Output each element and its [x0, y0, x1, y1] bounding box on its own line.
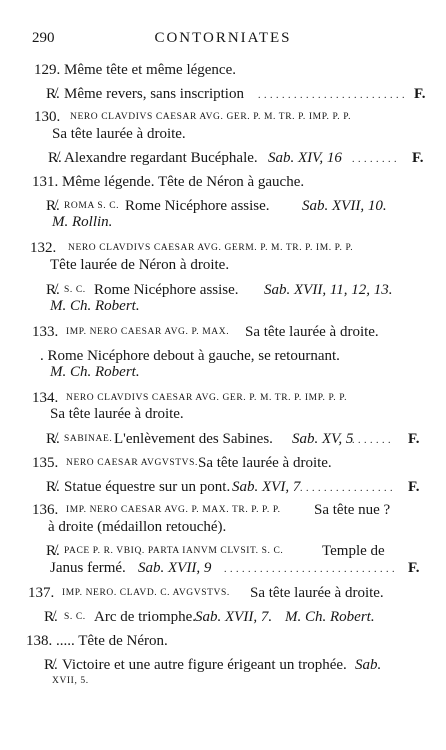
entry-132-description: Tête laurée de Néron à droite.	[50, 257, 230, 273]
entry-136-reverse: R̸. PACE P. R. VBIQ. PARTA IANVM CLVSIT. S. C. Temple de	[46, 543, 385, 559]
entry-135-legend: 135. NERO CAESAR AVGVSTVS. Sa tête laurée à droite.	[32, 455, 332, 471]
reverse-mark: R̸.	[46, 282, 60, 298]
reverse-mark: R̸.	[48, 150, 62, 166]
entry-130-legend: 130. NERO CLAVDIVS CAESAR AVG. GER. P. M. TR. P. IMP. P. P.	[34, 109, 352, 125]
reverse-mark: R̸.	[46, 479, 60, 495]
entry-130-description: Sa tête laurée à droite.	[52, 126, 186, 142]
page-title: CONTORNIATES	[154, 30, 292, 46]
dot-leader	[352, 429, 392, 451]
reverse-mark: R̸.	[46, 86, 60, 102]
entry-138-obverse: 138. ..... Tête de Néron.	[26, 633, 168, 649]
reverse-mark: R̸.	[46, 198, 60, 214]
entry-138-reference: XVII, 5.	[52, 676, 89, 686]
entry-131-collection: M. Rollin.	[52, 214, 113, 230]
entry-137-legend: 137. IMP. NERO. CLAVD. C. AVGVSTVS. Sa tête laurée à droite.	[28, 585, 384, 601]
dot-leader	[258, 84, 404, 106]
reverse-mark: R̸.	[44, 609, 58, 625]
entry-134-legend: 134. NERO CLAVDIVS CAESAR AVG. GER. P. M. TR. P. IMP. P. P.	[32, 390, 348, 406]
page-number: 290	[32, 30, 55, 46]
entry-137-reverse: R̸. S. C. Arc de triomphe. Sab. XVII, 7. M. Ch. Robert.	[44, 609, 375, 625]
entry-131-reverse: R̸. ROMA S. C. Rome Nicéphore assise. Sab. XVII, 10.	[46, 198, 387, 214]
entry-136-reverse-cont: Janus fermé. Sab. XVII, 9 . . . F.	[0, 558, 446, 578]
entry-133-legend: 133. IMP. NERO CAESAR AVG. P. MAX. Sa tête laurée à droite.	[32, 324, 379, 340]
entry-129-reverse: R̸. Même revers, sans inscription . . . F.	[0, 84, 446, 104]
entry-129-obverse: 129. Même tête et même légence.	[34, 62, 236, 78]
page-header	[0, 30, 446, 52]
entry-134-reverse: R̸. SABINAE. L'enlèvement des Sabines. Sab. XV, 5 . . . F.	[0, 429, 446, 449]
rarity-flag: F.	[412, 150, 424, 166]
entry-130-reverse: R̸. Alexandre regardant Bucéphale. Sab. XIV, 16 . . . F.	[0, 148, 446, 168]
entry-132-legend: 132. NERO CLAVDIVS CAESAR AVG. GERM. P. M. TR. P. IM. P. P.	[30, 240, 354, 256]
entry-135-reverse: R̸. Statue équestre sur un pont. Sab. XVI, 7 . . . F.	[0, 477, 446, 497]
reverse-mark: R̸.	[46, 543, 60, 559]
rarity-flag: F.	[408, 479, 420, 495]
reverse-mark: R̸.	[46, 431, 60, 447]
dot-leader	[300, 477, 392, 499]
dot-leader	[352, 148, 398, 170]
entry-133-reverse: . Rome Nicéphore debout à gauche, se retournant.	[40, 348, 340, 364]
entry-132-reverse: R̸. S. C. Rome Nicéphore assise. Sab. XVII, 11, 12, 13.	[46, 282, 393, 298]
entry-134-description: Sa tête laurée à droite.	[50, 406, 184, 422]
dot-leader	[224, 558, 394, 580]
entry-138-reverse: R̸. Victoire et une autre figure érigeant un trophée. Sab.	[44, 657, 382, 673]
rarity-flag: F.	[408, 431, 420, 447]
rarity-flag: F.	[414, 86, 426, 102]
reverse-mark: R̸.	[44, 657, 58, 673]
entry-131-obverse: 131. Même légende. Tête de Néron à gauche.	[32, 174, 305, 190]
entry-133-collection: M. Ch. Robert.	[50, 364, 140, 380]
rarity-flag: F.	[408, 560, 420, 576]
entry-136-legend: 136. IMP. NERO CAESAR AVG. P. MAX. TR. P. P. P. Sa tête nue ?	[32, 502, 391, 518]
entry-132-collection: M. Ch. Robert.	[50, 298, 140, 314]
entry-136-description: à droite (médaillon retouché).	[48, 519, 227, 535]
